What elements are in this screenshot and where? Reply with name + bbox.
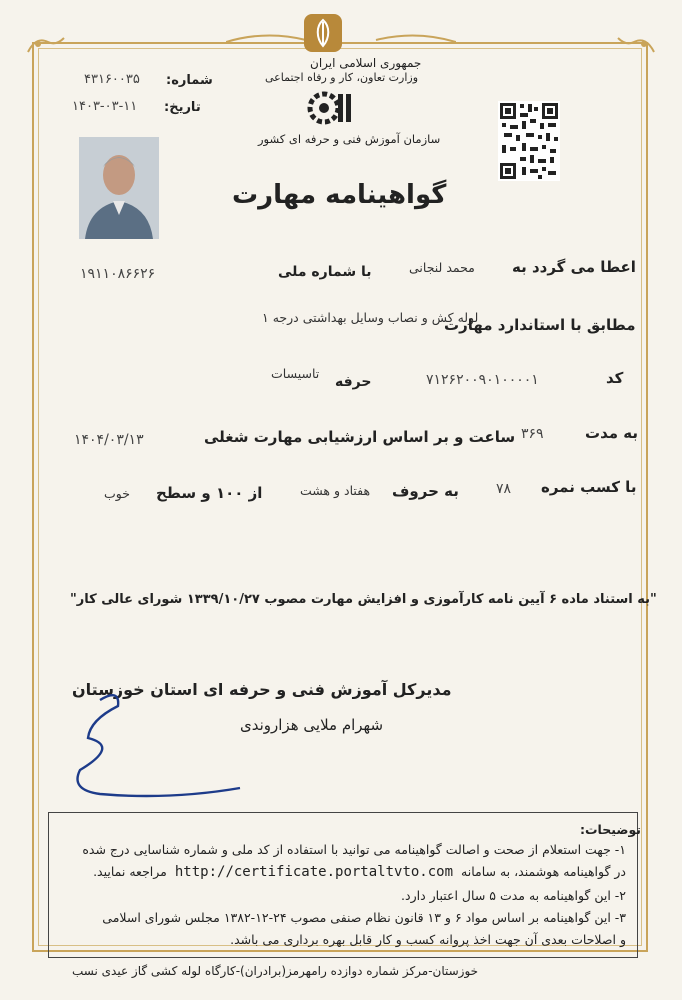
granted-label: اعطا می گردد به xyxy=(512,258,636,276)
national-id-label: با شماره ملی xyxy=(278,264,372,280)
ornament-top-right-icon xyxy=(616,34,656,54)
level-value: خوب xyxy=(104,486,130,501)
regulation-text: "به استناد ماده ۶ آیین نامه کارآموزی و افزایش مهارت مصوب ۱۳۳۹/۱۰/۲۷ شورای عالی کار" xyxy=(70,592,657,607)
ministry-text: وزارت تعاون، کار و رفاه اجتماعی xyxy=(265,71,419,84)
score-value: ۷۸ xyxy=(496,481,512,497)
trade-label: حرفه xyxy=(335,374,372,390)
note-line-2 xyxy=(93,864,626,880)
signature-scribble-icon xyxy=(60,690,250,810)
duration-label: به مدت xyxy=(585,424,638,442)
certificate-portal-link[interactable]: http://certificate.portaltvto.com xyxy=(174,864,454,880)
notes-heading: توضیحات: xyxy=(580,822,641,837)
republic-text: جمهوری اسلامی ایران xyxy=(310,56,422,70)
signatory-title: مدیرکل آموزش فنی و حرفه ای استان خوزستان xyxy=(72,680,452,699)
iran-emblem-icon xyxy=(302,12,344,54)
letters-label: به حروف xyxy=(392,482,459,500)
footer-text: خوزستان-مرکز شماره دوازده رامهرمز(برادران)-کارگاه لوله کشی گاز عیدی نسب xyxy=(72,964,479,978)
date-label: تاریخ: xyxy=(164,100,201,115)
trade-value: تاسیسات xyxy=(271,366,320,381)
signatory-name: شهرام ملایی هزاروندی xyxy=(240,716,384,734)
note-line-2-end: مراجعه نمایید. xyxy=(93,864,167,879)
standard-value: لوله کش و نصاب وسایل بهداشتی درجه ۱ xyxy=(262,310,479,325)
national-id-value: ۱۹۱۱۰۸۶۶۲۶ xyxy=(80,266,156,282)
hours-label: ساعت و بر اساس ارزشیابی مهارت شغلی xyxy=(204,428,516,446)
holder-photo xyxy=(79,137,159,239)
code-label: کد xyxy=(606,369,624,387)
eval-date: ۱۴۰۴/۰۳/۱۳ xyxy=(74,432,144,448)
number-value: ۴۳۱۶۰۰۳۵ xyxy=(84,72,140,87)
letters-value: هفتاد و هشت xyxy=(300,483,371,498)
granted-name: محمد لنجانی xyxy=(409,260,475,275)
org-text: سازمان آموزش فنی و حرفه ای کشور xyxy=(258,132,441,146)
ornament-top-left-icon xyxy=(26,34,66,54)
score-label: با کسب نمره xyxy=(541,478,637,496)
code-value: ۷۱۲۶۲۰۰۹۰۱۰۰۰۰۱ xyxy=(426,372,539,388)
certificate-title: گواهینامه مهارت xyxy=(232,180,447,210)
standard-label: مطابق با استاندارد مهارت xyxy=(444,316,636,334)
note-line-5: و اصلاحات بعدی آن جهت اخذ پروانه کسب و کار قابل بهره برداری می باشد. xyxy=(230,932,626,947)
number-label: شماره: xyxy=(166,73,213,88)
of-label: از ۱۰۰ و سطح xyxy=(156,484,263,502)
qr-code xyxy=(498,101,560,181)
note-line-2-start: در گواهینامه هوشمند، به سامانه xyxy=(461,864,626,879)
tvto-logo-icon xyxy=(306,88,354,126)
note-line-3: ۲- این گواهینامه به مدت ۵ سال اعتبار دارد. xyxy=(401,888,626,903)
date-value: ۱۴۰۳-۰۳-۱۱ xyxy=(72,99,138,114)
note-line-1: ۱- جهت استعلام از صحت و اصالت گواهینامه می توانید با استفاده از کد ملی و شماره شناسایی درج شده xyxy=(82,842,626,857)
note-line-4: ۳- این گواهینامه بر اساس مواد ۶ و ۱۳ قانون نظام صنفی مصوب ۲۴-۱۲-۱۳۸۲ مجلس شورای اسلامی xyxy=(102,910,626,925)
duration-value: ۳۶۹ xyxy=(521,426,544,442)
